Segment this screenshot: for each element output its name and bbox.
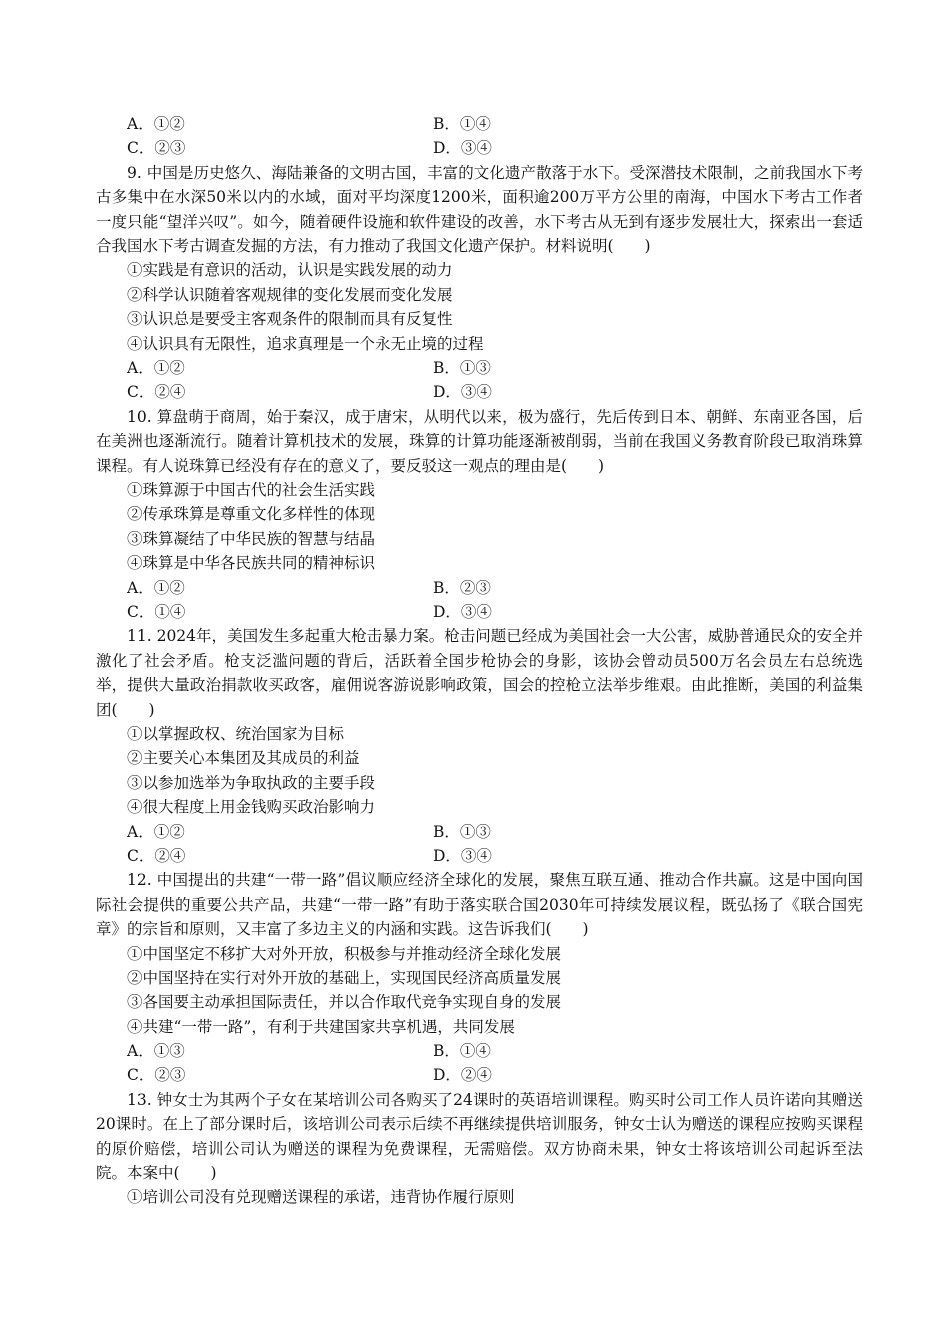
choice-b: B．②③ <box>433 578 491 597</box>
statement-1: ①培训公司没有兑现赠送课程的承诺，违背协作履行原则 <box>127 1188 515 1207</box>
choice-b: B．①④ <box>433 1042 491 1061</box>
question-stem: 12. 中国提出的共建“一带一路”倡议顺应经济全球化的发展，聚焦互联互通、推动合作共赢。这是中国向国际社会提供的重要公共产品，共建“一带一路”有助于落实联合国2030年可持续发展议程，既弘扬了《联合国宪章》的宗旨和原则，又丰富了多边主义的内涵和实践。这告诉我们( ) <box>96 871 863 939</box>
choice-c: C．②③ <box>127 1066 186 1085</box>
choice-b: B．①③ <box>433 358 491 377</box>
choice-d: D．③④ <box>433 846 492 865</box>
statement-2: ②传承珠算是尊重文化多样性的体现 <box>127 505 376 524</box>
statement-2: ②科学认识随着客观规律的变化发展而变化发展 <box>127 285 453 304</box>
choice-a: A．①② <box>127 115 185 133</box>
choice-b: B．①③ <box>433 822 491 841</box>
statement-3: ③以参加选举为争取执政的主要手段 <box>127 773 376 792</box>
statement-4: ④珠算是中华各民族共同的精神标识 <box>127 554 376 573</box>
choice-c: C．②④ <box>127 383 186 402</box>
choice-c: C．②④ <box>127 846 186 865</box>
choice-a: A．①② <box>127 578 185 597</box>
choice-row <box>96 1039 863 1063</box>
question-13 <box>96 1088 863 1210</box>
question-stem: 10. 算盘萌于商周，始于秦汉，成于唐宋，从明代以来，极为盛行，先后传到日本、朝鲜、东南亚各国，后在美洲也逐渐流行。随着计算机技术的发展，珠算的计算功能逐渐被削弱，当前在我国义务教育阶段已取消珠算课程。有人说珠算已经没有存在的意义了，要反驳这一观点的理由是( ) <box>96 407 863 475</box>
choice-row <box>96 844 863 868</box>
choice-row <box>96 112 863 136</box>
choice-row <box>96 1063 863 1087</box>
choice-row <box>96 600 863 624</box>
choice-a: A．①③ <box>127 1042 185 1061</box>
exam-page <box>96 112 863 1210</box>
choice-d: D．③④ <box>433 139 492 158</box>
statement-3: ③珠算凝结了中华民族的智慧与结晶 <box>127 529 376 548</box>
question-9 <box>96 161 863 405</box>
choice-c: C．①④ <box>127 602 186 621</box>
question-stem: 11. 2024年，美国发生多起重大枪击暴力案。枪击问题已经成为美国社会一大公害，威胁普通民众的安全并激化了社会矛盾。枪支泛滥问题的背后，活跃着全国步枪协会的身影，该协会曾动员500万名会员左右总统选举，提供大量政治捐款收买政客，雇佣说客游说影响政策，国会的控枪立法举步维艰。由此推断，美国的利益集团( ) <box>96 627 863 719</box>
choice-d: D．②④ <box>433 1066 492 1085</box>
choice-row <box>96 380 863 404</box>
choice-row <box>96 576 863 600</box>
statement-1: ①中国坚定不移扩大对外开放，积极参与并推动经济全球化发展 <box>127 944 562 963</box>
question-8-choices <box>96 112 863 161</box>
question-10 <box>96 405 863 625</box>
choice-d: D．③④ <box>433 602 492 621</box>
choice-d: D．③④ <box>433 383 492 402</box>
question-12 <box>96 868 863 1088</box>
statement-3: ③认识总是要受主客观条件的限制而具有反复性 <box>127 310 453 329</box>
question-stem: 13. 钟女士为其两个子女在某培训公司各购买了24课时的英语培训课程。购买时公司工作人员许诺向其赠送20课时。在上了部分课时后，该培训公司表示后续不再继续提供培训服务，钟女士认为赠送的课程应按购买课程的原价赔偿，培训公司认为赠送的课程为免费课程，无需赔偿。双方协商未果，钟女士将该培训公司起诉至法院。本案中( ) <box>96 1090 863 1183</box>
statement-1: ①以掌握政权、统治国家为目标 <box>127 724 345 743</box>
statement-4: ④认识具有无限性，追求真理是一个永无止境的过程 <box>127 334 484 353</box>
statement-1: ①珠算源于中国古代的社会生活实践 <box>127 480 376 499</box>
statement-2: ②中国坚持在实行对外开放的基础上，实现国民经济高质量发展 <box>127 968 562 987</box>
question-stem: 9. 中国是历史悠久、海陆兼备的文明古国，丰富的文化遗产散落于水下。受深潜技术限制，之前我国水下考古多集中在水深50米以内的水域，面对平均深度1200米，面积逾200万平方公里的南海，中国水下考古工作者一度只能“望洋兴叹”。如今，随着硬件设施和软件建设的改善，水下考古从无到有逐步发展壮大，探索出一套适合我国水下考古调查发掘的方法，有力推动了我国文化遗产保护。材料说明( ) <box>96 163 863 255</box>
statement-1: ①实践是有意识的活动，认识是实践发展的动力 <box>127 261 453 280</box>
statement-4: ④共建“一带一路”，有利于共建国家共享机遇，共同发展 <box>127 1017 515 1036</box>
statement-2: ②主要关心本集团及其成员的利益 <box>127 749 360 768</box>
choice-a: A．①② <box>127 358 185 377</box>
statement-4: ④很大程度上用金钱购买政治影响力 <box>127 798 376 817</box>
statement-3: ③各国要主动承担国际责任，并以合作取代竞争实现自身的发展 <box>127 993 562 1012</box>
choice-a: A．①② <box>127 822 185 841</box>
choice-b: B．①④ <box>433 115 491 133</box>
choice-row <box>96 820 863 844</box>
question-11 <box>96 624 863 868</box>
choice-c: C．②③ <box>127 139 186 158</box>
choice-row <box>96 136 863 160</box>
choice-row <box>96 356 863 380</box>
